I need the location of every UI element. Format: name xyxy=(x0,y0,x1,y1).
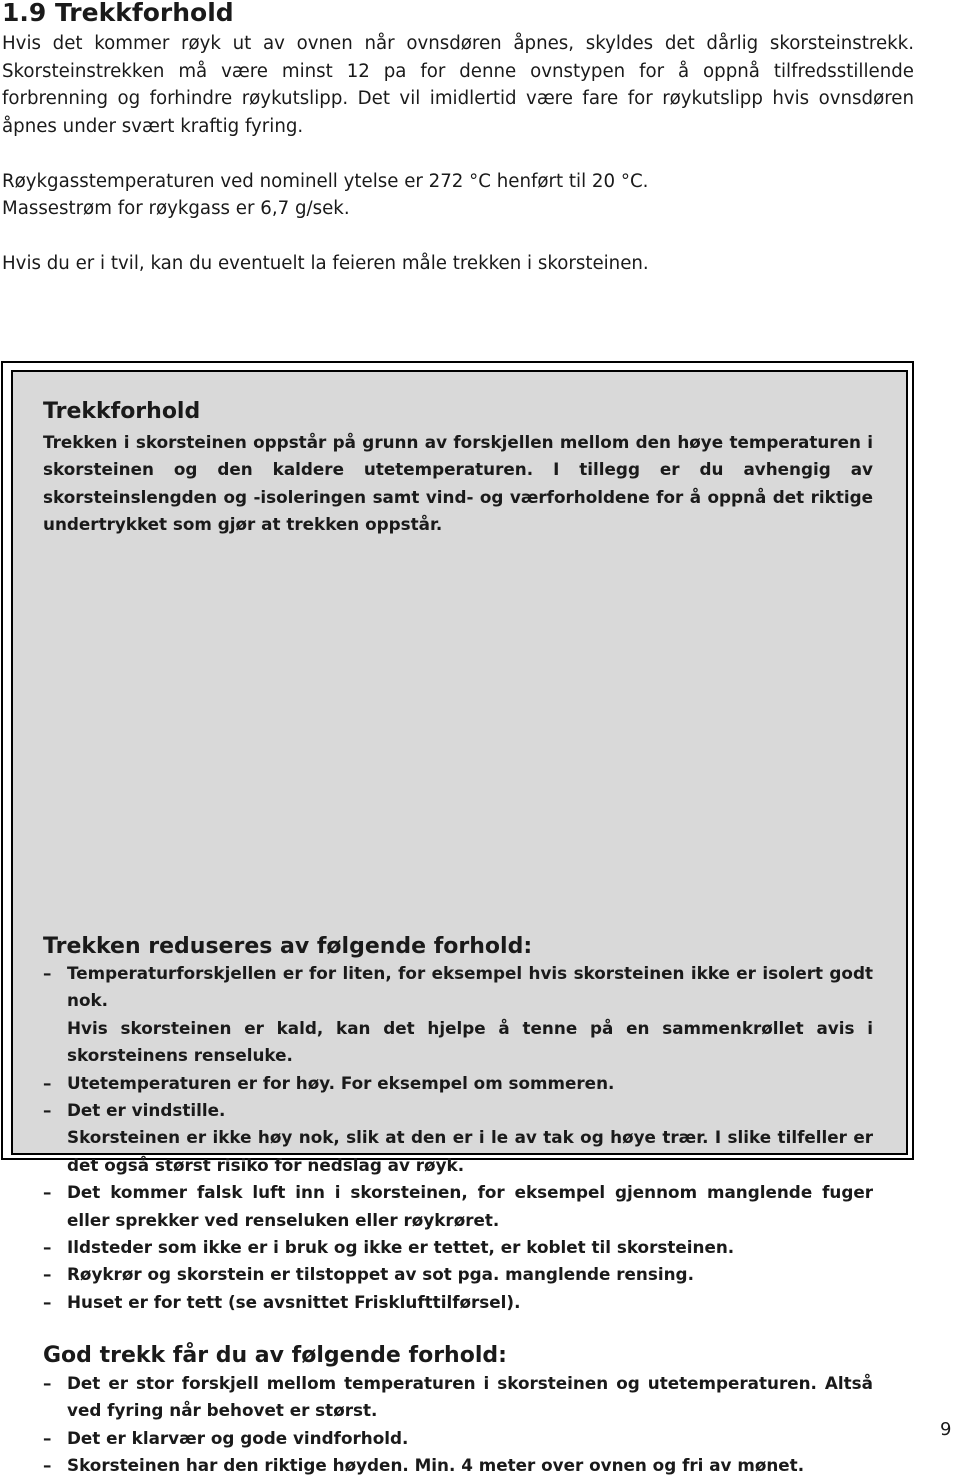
intro-chimney-sweep-note: Hvis du er i tvil, kan du eventuelt la feieren måle trekken i skorsteinen. xyxy=(2,253,649,274)
list-item xyxy=(43,1452,873,1479)
dash-bullet: – xyxy=(43,1455,52,1476)
list-item xyxy=(43,1097,873,1179)
dash-bullet: – xyxy=(43,1264,52,1285)
list-item-note: Hvis skorsteinen er kald, kan det hjelpe å tenne på en sammenkrøllet avis i skorsteinens renseluke. xyxy=(67,1017,873,1066)
dash-bullet: – xyxy=(43,1373,52,1393)
page-number: 9 xyxy=(940,1419,952,1440)
list-item-text: Det kommer falsk luft inn i skorsteinen, for eksempel gjennom manglende fuger eller sprekker ved renseluken eller røykrøret. xyxy=(67,1182,873,1230)
dash-bullet: – xyxy=(43,1182,52,1203)
list-item xyxy=(43,1370,873,1425)
list-item xyxy=(43,1179,873,1234)
list-item-text: Temperaturforskjellen er for liten, for eksempel hvis skorsteinen ikke er isolert godt nok. xyxy=(67,963,873,1011)
good-draft-heading: God trekk får du av følgende forhold: xyxy=(43,1343,507,1368)
list-item-text: Utetemperaturen er for høy. For eksempel om sommeren. xyxy=(67,1072,615,1093)
list-item xyxy=(43,1234,873,1261)
intro-flue-gas-temperature: Røykgasstemperaturen ved nominell ytelse er 272 °C henført til 20 °C. xyxy=(2,170,649,192)
dash-bullet: – xyxy=(43,1072,52,1093)
dash-bullet: – xyxy=(43,1291,52,1312)
good-draft-list xyxy=(43,1370,873,1480)
list-item xyxy=(43,1261,873,1288)
dash-bullet: – xyxy=(43,1100,52,1121)
list-item-text: Det er stor forskjell mellom temperaturen i skorsteinen og utetemperaturen. Altså ved fyring når behovet er størst. xyxy=(67,1373,873,1421)
list-item xyxy=(43,1425,873,1452)
infobox xyxy=(11,370,908,1476)
dash-bullet: – xyxy=(43,1427,52,1448)
list-item-text: Det er vindstille. xyxy=(67,1100,226,1121)
list-item-note: Skorsteinen er ikke høy nok, slik at den er i le av tak og høye trær. I slike tilfeller er det også størst risiko for nedslag av røyk. xyxy=(67,1127,873,1175)
list-item xyxy=(43,960,873,1070)
dash-bullet: – xyxy=(43,1237,52,1258)
list-item xyxy=(43,1070,873,1097)
intro-mass-flow: Massestrøm for røykgass er 6,7 g/sek. xyxy=(2,198,350,219)
intro-paragraph-draft-requirement: Hvis det kommer røyk ut av ovnen når ovnsdøren åpnes, skyldes det dårlig skorsteinstrekk. Skorsteinstrekken må være minst 12 pa for denne ovnstypen for å oppnå tilfredsstillende forbrenning og forhindre røykutslipp. Det vil imidlertid være fare for røykutslipp hvis ovnsdøren åpnes under svært kraftig fyring. xyxy=(2,33,914,137)
infobox-paragraph: Trekken i skorsteinen oppstår på grunn av forskjellen mellom den høye temperaturen i skorsteinen og den kaldere utetemperaturen. I tillegg er du avhengig av skorsteinslengden og -isoleringen samt vind- og værforholdene for å oppnå det riktige undertrykket som gjør at trekken oppstår. xyxy=(43,432,873,535)
list-item-text: Det er klarvær og gode vindforhold. xyxy=(67,1427,409,1448)
intro-text xyxy=(2,30,914,278)
list-item-text: Huset er for tett (se avsnittet Frisklufttilførsel). xyxy=(67,1291,521,1312)
reduced-draft-heading: Trekken reduseres av følgende forhold: xyxy=(43,934,533,959)
dash-bullet: – xyxy=(43,963,52,983)
infobox-frame xyxy=(1,361,914,1476)
list-item-text: Røykrør og skorstein er tilstoppet av sot pga. manglende rensing. xyxy=(67,1264,694,1285)
section-heading: 1.9 Trekkforhold xyxy=(2,0,234,27)
list-item-text: Skorsteinen har den riktige høyden. Min. 4 meter over ovnen og fri av mønet. xyxy=(67,1455,805,1476)
list-item-text: Ildsteder som ikke er i bruk og ikke er tettet, er koblet til skorsteinen. xyxy=(67,1237,735,1258)
reduced-draft-list xyxy=(43,960,873,1316)
infobox-title: Trekkforhold xyxy=(43,399,201,424)
list-item xyxy=(43,1289,873,1316)
